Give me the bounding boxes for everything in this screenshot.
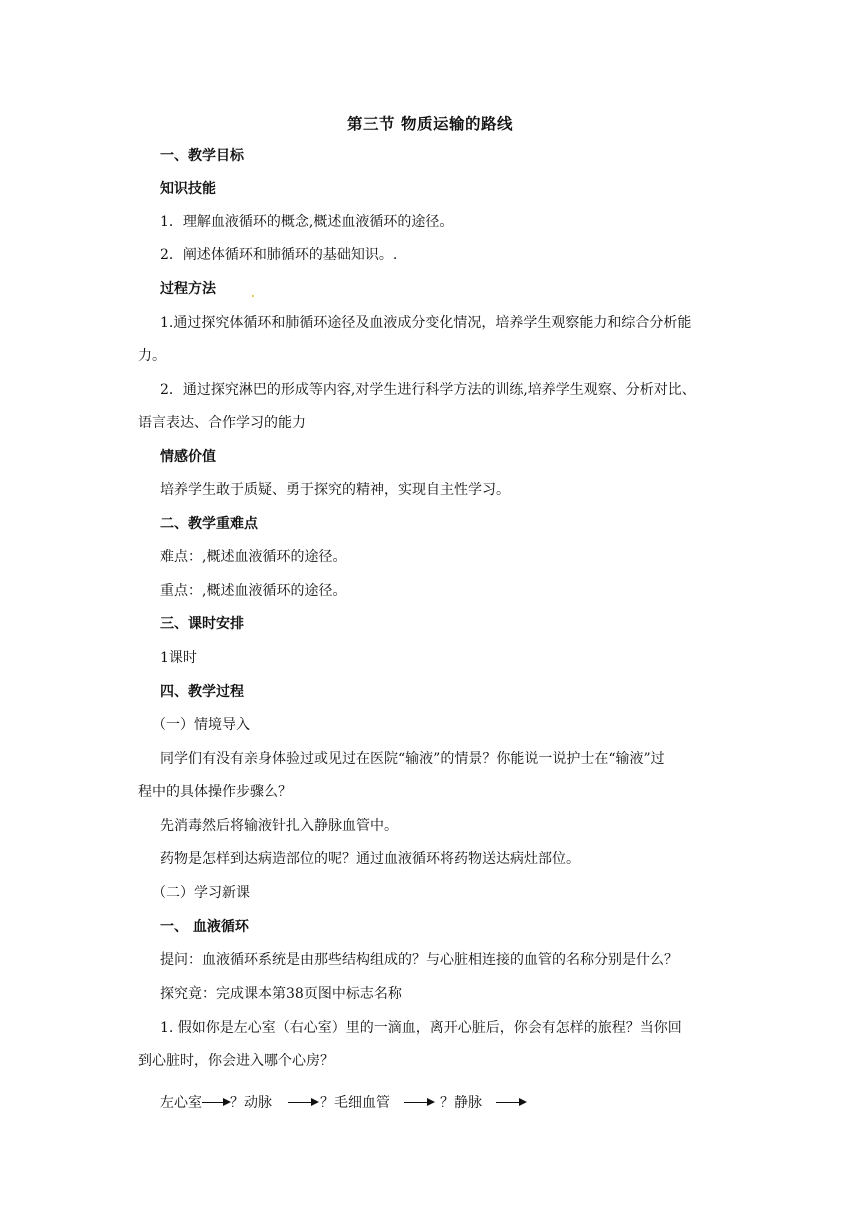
subheading-knowledge: 知识技能 [160,181,216,197]
subsection-introduction: （一）情境导入 [152,717,250,733]
intro-paragraph: 同学们有没有亲身体验过或见过在医院“输液”的情景？你能说一说护士在“输液”过 [160,751,665,767]
subheading-process: 过程方法 [160,281,216,297]
process-item-2-cont: 语言表达、合作学习的能力 [138,415,306,431]
flow-arrow-icon [404,1102,428,1103]
objective-item-1: 1．理解血液循环的概念,概述血液循环的途径。 [160,214,454,230]
emotion-text: 培养学生敢于质疑、勇于探究的精神，实现自主性学习。 [160,482,510,498]
section-heading-schedule: 三、课时安排 [160,616,244,632]
process-item-2: 2．通过探究淋巴的形成等内容,对学生进行科学方法的训练,培养学生观察、分析对比、 [160,382,696,398]
subheading-emotion: 情感价值 [160,449,216,465]
process-item-1-cont: 力。 [138,348,166,364]
flow-step-left-ventricle: 左心室 [160,1095,202,1111]
objective-item-2: 2．阐述体循环和肺循环的基础知识。. [160,247,398,263]
numbered-question: 1. 假如你是左心室（右心室）里的一滴血，离开心脏后，你会有怎样的旅程？当你回 [160,1020,682,1036]
subsection-new-lesson: （二）学习新课 [152,885,250,901]
key-point-text: 重点：,概述血液循环的途径。 [160,583,347,599]
intro-paragraph-cont: 程中的具体操作步骤么？ [138,784,292,800]
page-title: 第三节 物质运输的路线 [347,115,513,133]
answer-text: 先消毒然后将输液针扎入静脉血管中。 [160,818,398,834]
section-heading-process: 四、教学过程 [160,684,244,700]
question-text: 药物是怎样到达病造部位的呢？通过血液循环将药物送达病灶部位。 [160,851,580,867]
schedule-text: 1课时 [160,650,197,666]
prompt-question: 提问：血液循环系统是由那些结构组成的？与心脏相连接的血管的名称分别是什么？ [160,952,678,968]
process-item-1: 1.通过探究体循环和肺循环途径及血液成分变化情况，培养学生观察能力和综合分析能 [160,315,692,331]
flow-step-vein: ？静脉 [440,1095,482,1111]
flow-step-artery: ？动脉 [230,1095,272,1111]
section-heading-key-points: 二、教学重难点 [160,516,258,532]
lesson-heading-circulation: 一、 血液循环 [160,919,249,935]
flow-arrow-icon [496,1102,520,1103]
flow-arrow-icon [288,1102,312,1103]
flow-arrow-icon [202,1102,224,1103]
section-heading-objectives: 一、教学目标 [160,148,244,164]
difficulty-text: 难点：,概述血液循环的途径。 [160,549,347,565]
explore-task: 探究竟：完成课本第38页图中标志名称 [160,986,402,1002]
flow-step-capillary: ？毛细血管 [320,1095,390,1111]
numbered-question-cont: 到心脏时，你会进入哪个心房？ [138,1053,334,1069]
decorative-mark [252,295,254,297]
